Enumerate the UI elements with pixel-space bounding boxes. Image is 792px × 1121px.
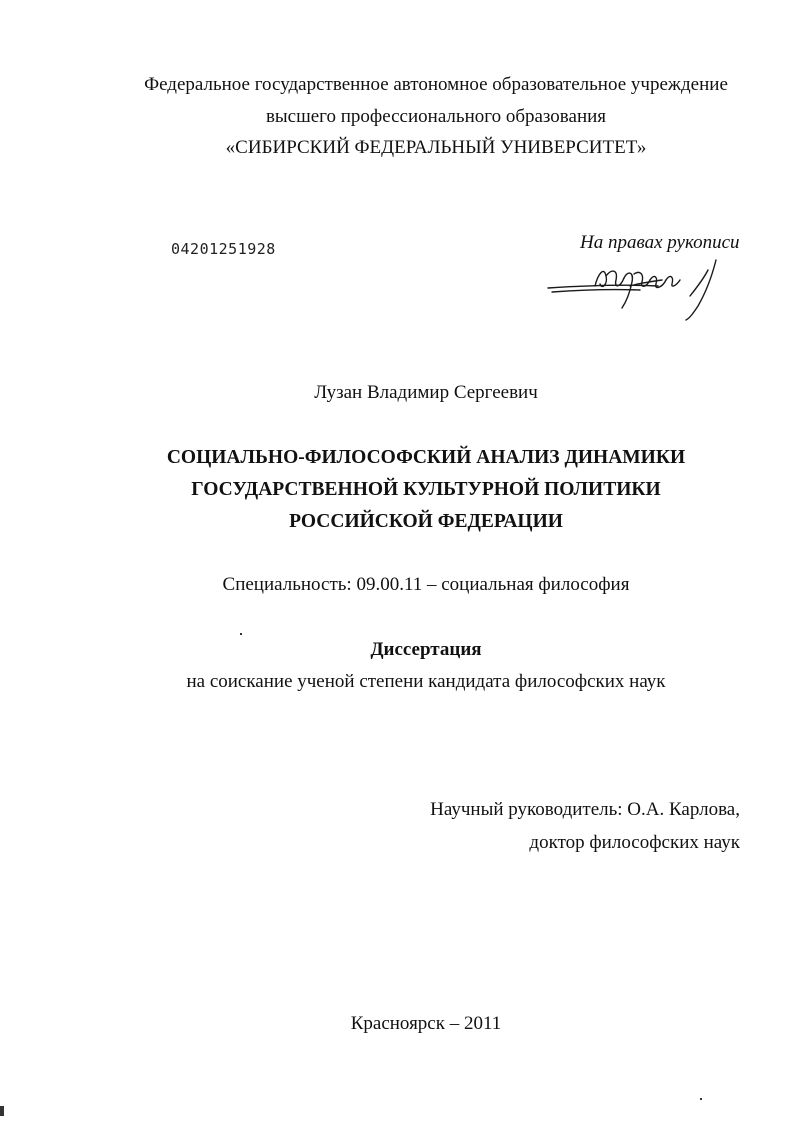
specialty-line: Специальность: 09.00.11 – социальная философия xyxy=(222,574,630,595)
scan-speck xyxy=(0,1106,4,1116)
place-and-year: Красноярск – 2011 xyxy=(350,1013,502,1034)
institution-line-1: Федеральное государственное автономное образовательное учреждение xyxy=(144,74,728,95)
scan-speck xyxy=(700,1098,702,1100)
thesis-title-line-3: РОССИЙСКОЙ ФЕДЕРАЦИИ xyxy=(289,511,563,532)
author-name: Лузан Владимир Сергеевич xyxy=(314,382,538,403)
supervisor-degree: доктор философских наук xyxy=(529,832,740,853)
manuscript-rights-note: На правах рукописи xyxy=(580,232,740,253)
thesis-title-line-2: ГОСУДАРСТВЕННОЙ КУЛЬТУРНОЙ ПОЛИТИКИ xyxy=(191,479,661,500)
dissertation-heading: Диссертация xyxy=(370,639,482,660)
supervisor-name: Научный руководитель: О.А. Карлова, xyxy=(430,799,740,820)
thesis-title-line-1: СОЦИАЛЬНО-ФИЛОСОФСКИЙ АНАЛИЗ ДИНАМИКИ xyxy=(166,447,686,468)
archive-number: 04201251928 xyxy=(171,240,276,258)
institution-line-2: высшего профессионального образования xyxy=(265,106,607,127)
scan-speck xyxy=(240,633,242,635)
university-name: «СИБИРСКИЙ ФЕДЕРАЛЬНЫЙ УНИВЕРСИТЕТ» xyxy=(225,137,647,158)
dissertation-purpose: на соискание ученой степени кандидата философских наук xyxy=(186,671,666,692)
